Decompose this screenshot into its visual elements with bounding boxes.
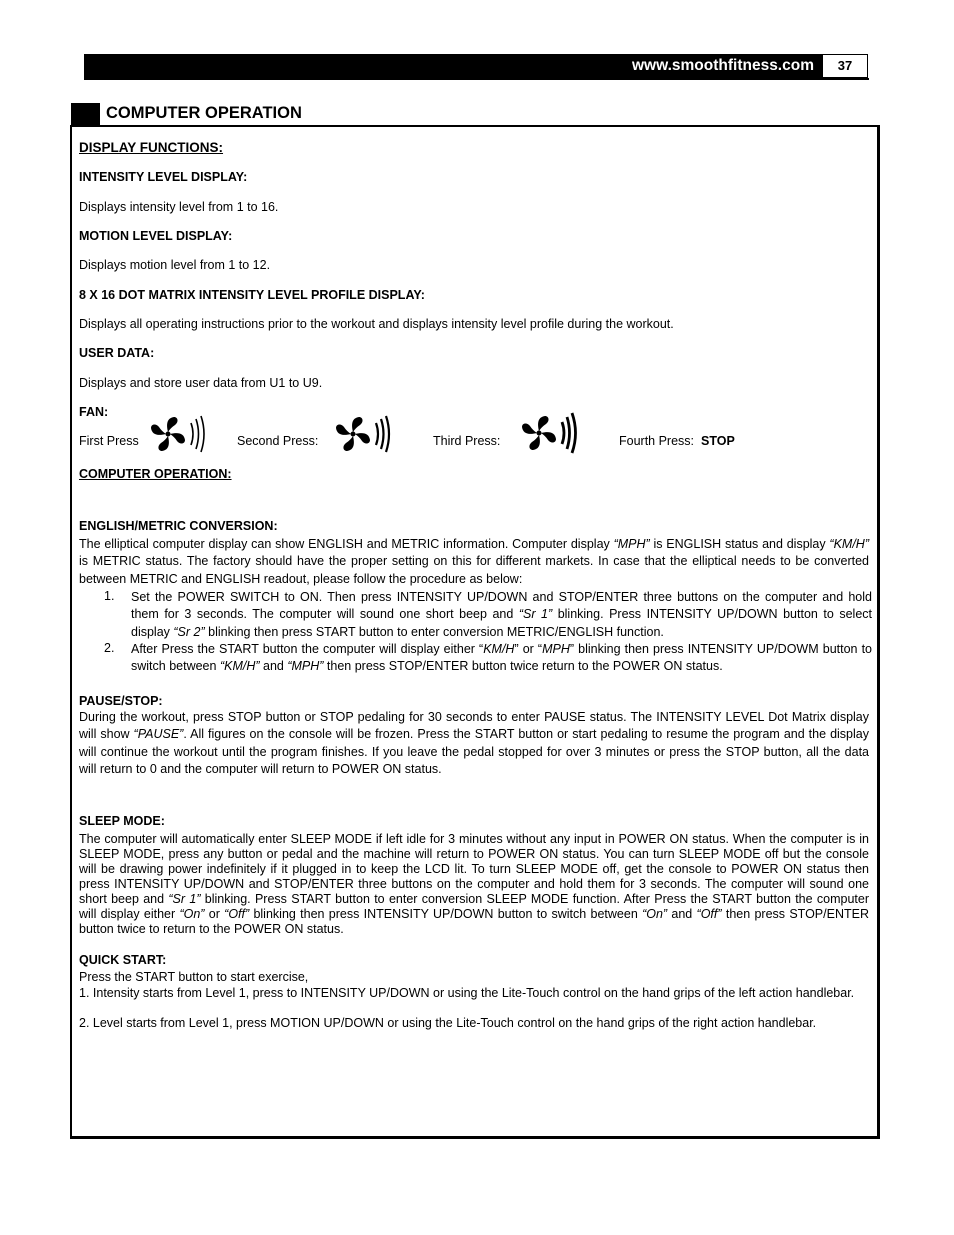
intensity-heading: INTENSITY LEVEL DISPLAY: — [79, 170, 248, 184]
fan-first-label: First Press — [79, 434, 139, 448]
pause-stop-heading: PAUSE/STOP: — [79, 694, 163, 708]
user-data-text: Displays and store user data from U1 to U9. — [79, 376, 323, 390]
section-title: COMPUTER OPERATION — [106, 104, 302, 122]
quick-start-line-1: Press the START button to start exercise, — [79, 970, 309, 984]
quick-start-line-2: 1. Intensity starts from Level 1, press to INTENSITY UP/DOWN or using the Lite-Touch control on the hand grips of the left action handlebar. — [79, 986, 855, 1000]
fan-heading: FAN: — [79, 405, 109, 419]
english-metric-heading: ENGLISH/METRIC CONVERSION: — [79, 519, 278, 533]
fan-fourth-value: STOP — [700, 434, 735, 448]
computer-operation-heading: COMPUTER OPERATION: — [79, 467, 232, 481]
english-metric-intro: The elliptical computer display can show ENGLISH and METRIC information. Computer display “MPH” is ENGLISH status and display “KM/H” is METRIC status. The factory should have the proper setting on this for different markets. In case that the elliptical needs to be converted between METRIC and ENGLISH readout, please follow the procedure as below: — [79, 537, 869, 586]
header-divider — [84, 78, 869, 80]
step-2-text: After Press the START button the computer will display either “KM/H” or “MPH” blinking then press INTENSITY UP/DOWM button to switch between “KM/H” and “MPH” then press STOP/ENTER button twice return to the POWER ON status. — [131, 642, 873, 674]
pause-stop-text: During the workout, press STOP button or STOP pedaling for 30 seconds to enter PAUSE status. The INTENSITY LEVEL Dot Matrix display will show “PAUSE”. All figures on the console will be frozen. Press the START button or start pedaling to resume the program and the display will continue the workout until the program finishes. If you leave the pedal stopped for over 3 minutes or press the STOP button, all the data will return to 0 and the computer will return to POWER ON status. — [79, 710, 869, 776]
matrix-heading: 8 X 16 DOT MATRIX INTENSITY LEVEL PROFILE DISPLAY: — [79, 288, 425, 302]
fan-fourth-label: Fourth Press: — [619, 434, 695, 448]
fan-second-label: Second Press: — [237, 434, 319, 448]
sleep-mode-text: The computer will automatically enter SLEEP MODE if left idle for 3 minutes without any input in POWER ON status. When the computer is in SLEEP MODE, press any button or pedal and the machine will return to POWER ON status. You can turn SLEEP MODE off but the console will be drawing power indefinitely if it plugged in to keep the LCD lit. To turn SLEEP MODE off, get the console to POWER ON status then press INTENSITY UP/DOWN and STOP/ENTER three buttons on the computer and hold them for 3 seconds. The computer will sound one short beep and “Sr 1” blinking. Press START button to enter conversion SLEEP MODE function. After Press the START button the computer will display either “On” or “Off” blinking then press INTENSITY UP/DOWN button to switch between “On” and “Off” then press STOP/ENTER button twice to return to the POWER ON status. — [79, 832, 869, 936]
fan-low-icon — [151, 413, 211, 455]
intensity-text: Displays intensity level from 1 to 16. — [79, 200, 279, 214]
display-functions-heading: DISPLAY FUNCTIONS: — [79, 140, 224, 155]
motion-text: Displays motion level from 1 to 12. — [79, 258, 271, 272]
fan-fourth-press — [619, 434, 735, 448]
fan-high-icon — [522, 411, 582, 455]
sleep-mode-heading: SLEEP MODE: — [79, 814, 165, 828]
fan-medium-icon — [336, 413, 396, 455]
motion-heading: MOTION LEVEL DISPLAY: — [79, 229, 233, 243]
website-url[interactable]: www.smoothfitness.com — [631, 57, 814, 74]
quick-start-heading: QUICK START: — [79, 953, 167, 967]
quick-start-line-3: 2. Level starts from Level 1, press MOTION UP/DOWN or using the Lite-Touch control on the hand grips of the right action handlebar. — [79, 1016, 817, 1030]
step-1-number: 1. — [104, 589, 115, 603]
user-data-heading: USER DATA: — [79, 346, 155, 360]
page-number: 37 — [822, 54, 868, 78]
fan-third-label: Third Press: — [433, 434, 501, 448]
step-2-number: 2. — [104, 641, 115, 655]
matrix-text: Displays all operating instructions prior to the workout and displays intensity level profile during the workout. — [79, 317, 674, 331]
section-marker — [71, 103, 100, 126]
step-1-text: Set the POWER SWITCH to ON. Then press INTENSITY UP/DOWN and STOP/ENTER three buttons on the computer and hold them for 3 seconds. The computer will sound one short beep and “Sr 1” blinking. Press INTENSITY UP/DOWN button to select display “Sr 2” blinking then press START button to enter conversion METRIC/ENGLISH function. — [131, 590, 872, 639]
header-bar — [84, 54, 822, 78]
